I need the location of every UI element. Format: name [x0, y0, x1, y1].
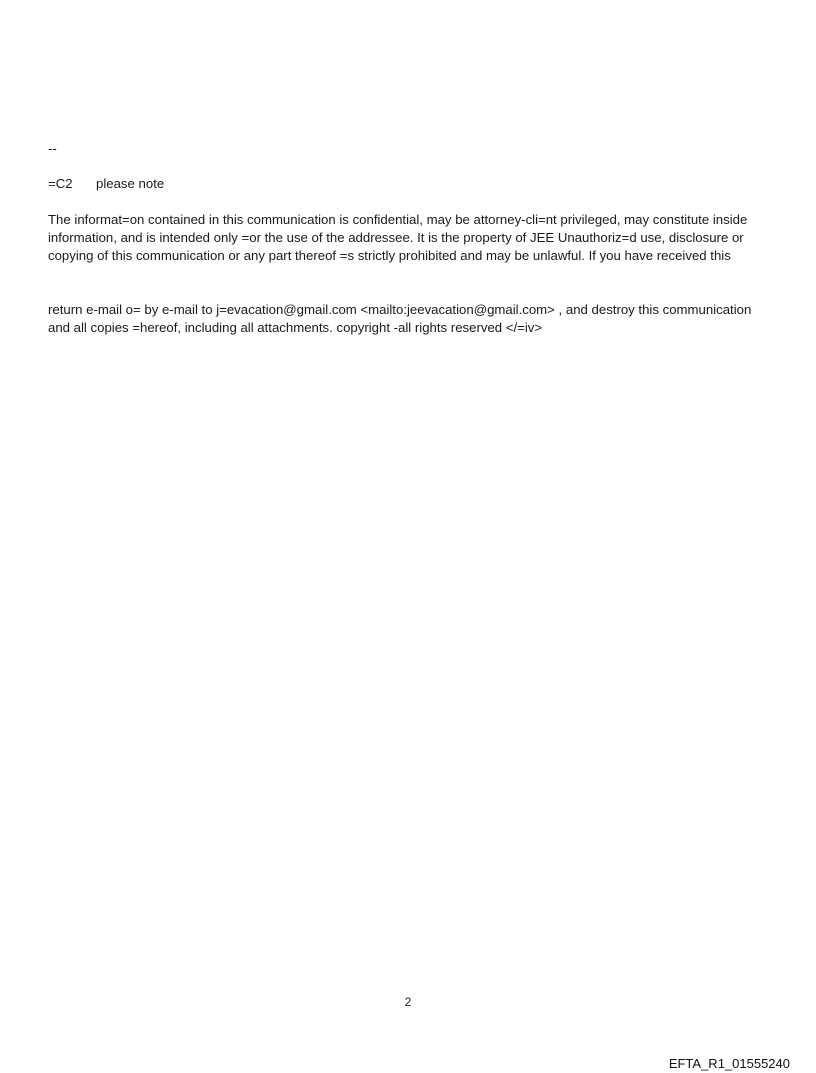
- signature-separator: --: [48, 141, 57, 156]
- document-id: EFTA_R1_01555240: [668, 1056, 790, 1071]
- note-prefix: =C2: [48, 176, 73, 191]
- note-heading: [48, 175, 764, 193]
- confidentiality-notice-paragraph: The informat=on contained in this communication is confidential, may be attorney-cli=nt privileged, may constitute inside information, and is intended only =or the use of the addressee. It is the property of JEE Unauthoriz=d use, disclosure or copying of this communication or any part thereof =s strictly prohibited and may be unlawful. If you have received this: [48, 212, 748, 263]
- note-label: please note: [96, 176, 165, 191]
- return-email-paragraph: return e-mail o= by e-mail to j=evacation@gmail.com <mailto:jeevacation@gmail.com> , and destroy this communication and all copies =hereof, including all attachments. copyright -all rights reserved </=iv>: [48, 302, 752, 335]
- page-number: 2: [404, 995, 412, 1009]
